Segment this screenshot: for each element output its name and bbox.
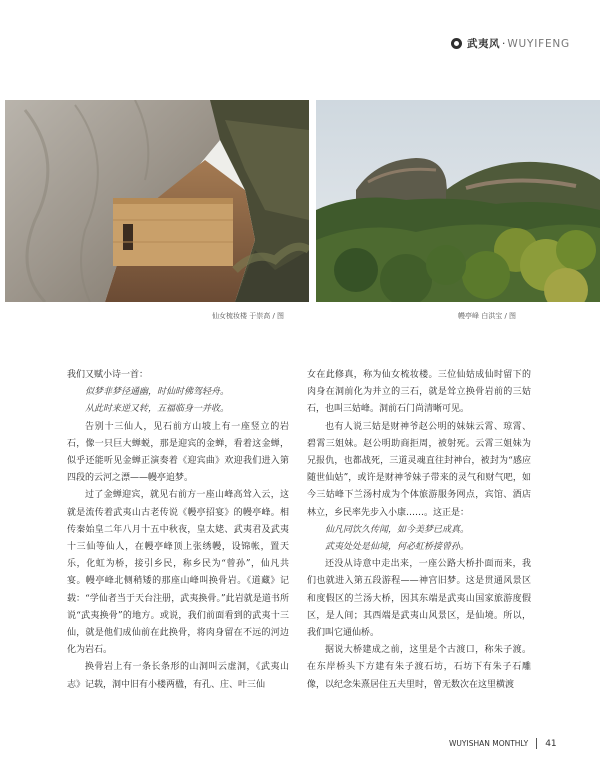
paragraph: 也有人说三姑是财神爷赵公明的妹妹云霄、琼霄、碧霄三姐妹。赵公明助商拒周，被射死。云霄三姐妹为兄报仇，也都战死，三道灵魂直往封神台，被封为“感应随世仙姑”，或许是财神爷妹子带来的灵气和财气吧，如今三姑峰下兰汤村成为个体旅游服务网点，宾馆、酒店林立，乡民率先步入小康……。这正是： [307,421,531,518]
magazine-header [451,36,570,51]
circle-logo-icon [451,38,462,49]
magazine-name: WUYISHAN MONTHLY [449,739,529,748]
paragraph: 换骨岩上有一条长条形的山洞叫云虚洞，《武夷山志》记载，洞中旧有小楼两楹，有孔、庄、叶三仙 [67,662,289,690]
brand-chinese: 武夷风 [467,38,500,50]
poem-line: 武夷处处是仙境，何必虹桥接曾孙。 [325,542,470,553]
paragraph: 我们又赋小诗一首： [67,370,149,380]
brand-english: WUYIFENG [507,37,570,50]
brand-separator: · [502,37,506,50]
paragraph: 据说大桥建成之前，这里是个古渡口，称朱子渡。在东岸桥头下方建有朱子渡石坊，石坊下有朱子石雕像，以纪念朱熹居住五夫里时，曾无数次在这里横渡 [307,645,531,690]
page-number: 41 [545,738,557,749]
article-column-right [307,367,531,694]
paragraph: 告别十三仙人，见石前方山坡上有一座竖立的岩石，像一只巨大蝉蜕，那是迎宾的金蝉，看着这金蝉，似乎还能听见金蝉正演奏着《迎宾曲》欢迎我们进入第四段的云河之漂——幔亭追梦。 [67,421,289,484]
cliff-image [5,100,309,302]
caption-right-photo: 幔亭峰 白洪宝 / 图 [458,312,517,320]
paragraph: 还没从诗意中走出来，一座公路大桥扑面而来，我们也就进入第五段游程——神宫旧梦。这是贯通风景区和度假区的兰汤大桥，因其东端是武夷山国家旅游度假区，是人间；其西端是武夷山风景区，是仙境。所以，我们叫它通仙桥。 [307,559,531,639]
photo-fairy-tower [5,100,309,302]
poem-line: 仙凡同饮久传闻，如今美梦已成真。 [325,524,470,535]
footer-divider [536,738,537,749]
poem-line: 从此时来逆又转，五福临身一并收。 [85,404,230,415]
photo-manting-peak [316,100,600,302]
mountain-image [316,100,600,302]
paragraph: 女在此修真，称为仙女梳妆楼。三位仙姑成仙时留下的肉身在洞前化为并立的三石，就是耸立换骨岩前的三姑石，也叫三姑峰。洞前石门尚清晰可见。 [307,370,531,415]
paragraph: 过了金蝉迎宾，就见右前方一座山峰高耸入云，这就是流传着武夷山古老传说《幔亭招宴》的幔亭峰。相传秦始皇二年八月十五中秋夜，皇太姥、武夷君及武夷十三仙等仙人，在幔亭峰顶上张绣幔，设锦帐，置天乐，化虹为桥，接引乡民，称乡民为“曾孙”，仙凡共宴。幔亭峰北侧稍矮的那座山峰叫换骨岩。《道藏》记载：“学仙者当于天台注册，武夷换骨。”此岩就是道书所说“武夷换骨”的地方。或说，我们前面看到的武夷十三仙，就是他们成仙前在此换骨，将肉身留在不远的河边化为岩石。 [67,490,289,656]
article-column-left [67,367,289,694]
caption-left-photo: 仙女梳妆楼 于崇高 / 图 [212,312,285,320]
poem-line: 似梦非梦径通幽，时仙时佛驾轻舟。 [85,387,230,398]
page-footer [449,738,557,749]
